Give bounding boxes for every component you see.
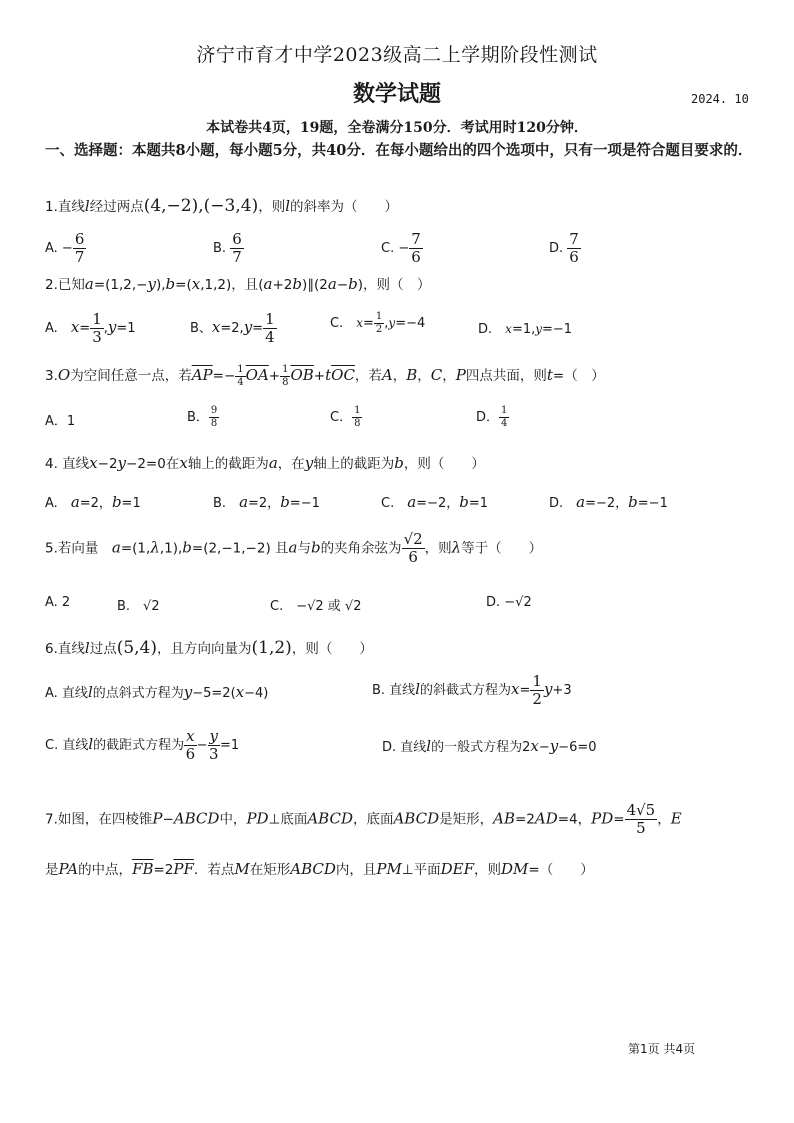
q3-option-b[interactable]: B． $\frac{9}{8}$ — [187, 405, 218, 429]
q2-option-a[interactable]: A. x= $\frac{1}{3}$ ,y=1 — [45, 310, 136, 346]
subject-title: 数学试题 — [352, 81, 441, 107]
q2-option-b[interactable]: B、x=2,y= $\frac{1}{4}$ — [190, 310, 275, 346]
question-1: 1.直线l经过两点(4,−2),(−3,4)，则l的斜率为（ ） — [45, 196, 399, 216]
q4-option-b[interactable]: B. a=2，b=−1 — [213, 493, 320, 511]
q2-option-c[interactable]: C. x= $\frac{1}{2}$ ,y=−4 — [330, 311, 426, 335]
question-7-line-1: 7.如图，在四棱锥P−ABCD中，PD⊥底面ABCD，底面ABCD是矩形，AB=2AD=4，PD= $\frac{4√5}{5}$ ，E — [45, 801, 682, 837]
q1-option-b[interactable]: B. $\frac{6}{7}$ — [213, 230, 242, 266]
q1-option-c[interactable]: C. − $\frac{7}{6}$ — [381, 230, 421, 266]
question-6: 6.直线l过点(5,4)，且方向向量为(1,2)，则（ ） — [45, 638, 373, 658]
exam-date: 2024. 10 — [691, 92, 749, 106]
q4-option-a[interactable]: A. a=2，b=1 — [45, 493, 141, 511]
question-7-line-2: 是PA的中点，$\overline{FB}=2\overline{PF}$．若点M在矩形ABCD内，且PM⊥平面DEF，则DM=（ ） — [45, 860, 594, 878]
q3-option-a[interactable]: A．1 — [45, 414, 76, 429]
q6-option-a[interactable]: A. 直线l的点斜式方程为y−5=2(x−4) — [45, 683, 269, 701]
q2-option-d[interactable]: D. x=1,y=−1 — [478, 322, 573, 337]
q3-option-c[interactable]: C． $\frac{1}{8}$ — [330, 405, 361, 429]
school-title: 济宁市育才中学2023级高二上学期阶段性测试 — [196, 44, 598, 66]
page-footer: 第1页 共4页 — [628, 1042, 696, 1056]
q5-option-b[interactable]: B. √2 — [117, 599, 160, 614]
q4-option-d[interactable]: D. a=−2，b=−1 — [549, 493, 668, 511]
q5-option-c[interactable]: C. −√2 或 √2 — [270, 599, 362, 614]
q6-option-c[interactable]: C. 直线l的截距式方程为 $\frac{x}{6}$ − $\frac{y}{3}$ =1 — [45, 727, 240, 763]
q1-option-a[interactable]: A. − $\frac{6}{7}$ — [45, 230, 85, 266]
q4-option-c[interactable]: C. a=−2，b=1 — [381, 493, 489, 511]
q3-option-d[interactable]: D． $\frac{1}{4}$ — [476, 405, 508, 429]
q5-option-a[interactable]: A. 2 — [45, 595, 71, 610]
exam-intro: 本试卷共4页，19题，全卷满分150分．考试用时120分钟． — [206, 120, 588, 136]
question-2: 2.已知a=(1,2,−y),b=(x,1,2)，且(a+2b)∥(2a−b)，则（ ） — [45, 275, 431, 293]
q6-option-b[interactable]: B. 直线l的斜截式方程为x= $\frac{1}{2}$ y+3 — [372, 672, 572, 708]
question-5: 5.若向量 a=(1,λ,1),b=(2,−1,−2) 且a与b的夹角余弦为 $\frac{√2}{6}$ ，则λ等于（ ） — [45, 530, 543, 566]
q6-option-d[interactable]: D. 直线l的一般式方程为2x−y−6=0 — [382, 737, 597, 755]
q5-option-d[interactable]: D. −√2 — [486, 595, 532, 610]
section-heading: 一、选择题：本题共8小题，每小题5分，共40分．在每小题给出的四个选项中，只有一项是符合题目要求的． — [45, 142, 753, 159]
question-3: 3.O为空间任意一点，若$\overline{AP}=-$ $\frac{1}{4}$ $\overline{OA}+$ $\frac{1}{8}$ $\overline{OB}+t\overline{OC}$，若A，B，C，P四点共面，则t=（ ） — [45, 363, 605, 388]
question-4: 4. 直线x−2y−2=0在x轴上的截距为a，在y轴上的截距为b，则（ ） — [45, 454, 485, 472]
q1-option-d[interactable]: D. $\frac{7}{6}$ — [549, 230, 579, 266]
